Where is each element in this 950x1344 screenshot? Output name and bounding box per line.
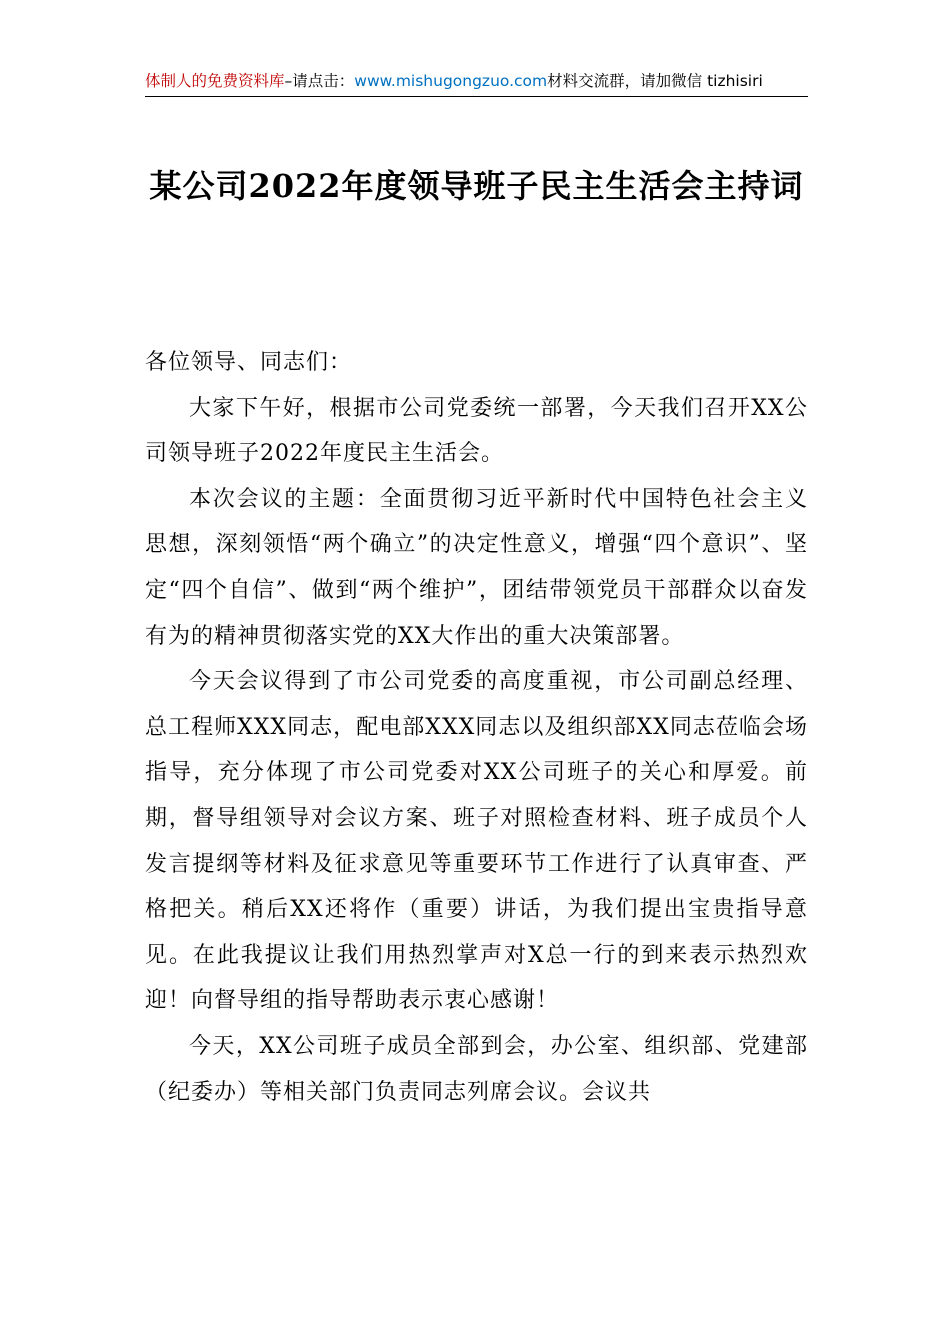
paragraph: 今天，XX公司班子成员全部到会，办公室、组织部、党建部（纪委办）等相关部门负责同志列席会议。会议共 bbox=[145, 1033, 808, 1105]
header-url-link[interactable]: www.mishugongzuo.com bbox=[354, 72, 548, 90]
header-tail: 材料交流群，请加微信 tizhisiri bbox=[547, 72, 763, 90]
paragraph: 本次会议的主题：全面贯彻习近平新时代中国特色社会主义思想，深刻领悟“两个确立”的决定性意义，增强“四个意识”、坚定“四个自信”、做到“两个维护”，团结带领党员干部群众以奋发有为的精神贯彻落实党的XX大作出的重大决策部署。 bbox=[145, 486, 808, 649]
document-body bbox=[145, 340, 808, 1115]
paragraph: 大家下午好，根据市公司党委统一部署，今天我们召开XX公司领导班子2022年度民主生活会。 bbox=[145, 395, 808, 467]
header-brand: 体制人的免费资料库 bbox=[145, 72, 285, 90]
salutation: 各位领导、同志们： bbox=[145, 350, 353, 375]
document-title: 某公司2022年度领导班子民主生活会主持词 bbox=[149, 167, 804, 205]
header-prompt: –请点击： bbox=[284, 72, 355, 90]
paragraph: 今天会议得到了市公司党委的高度重视，市公司副总经理、总工程师XXX同志，配电部XXX同志以及组织部XX同志莅临会场指导，充分体现了市公司党委对XX公司班子的关心和厚爱。前期，督导组领导对会议方案、班子对照检查材料、班子成员个人发言提纲等材料及征求意见等重要环节工作进行了认真审查、严格把关。稍后XX还将作（重要）讲话，为我们提出宝贵指导意见。在此我提议让我们用热烈掌声对X总一行的到来表示热烈欢迎！向督导组的指导帮助表示衷心感谢！ bbox=[145, 669, 808, 1014]
page-header bbox=[145, 66, 808, 97]
